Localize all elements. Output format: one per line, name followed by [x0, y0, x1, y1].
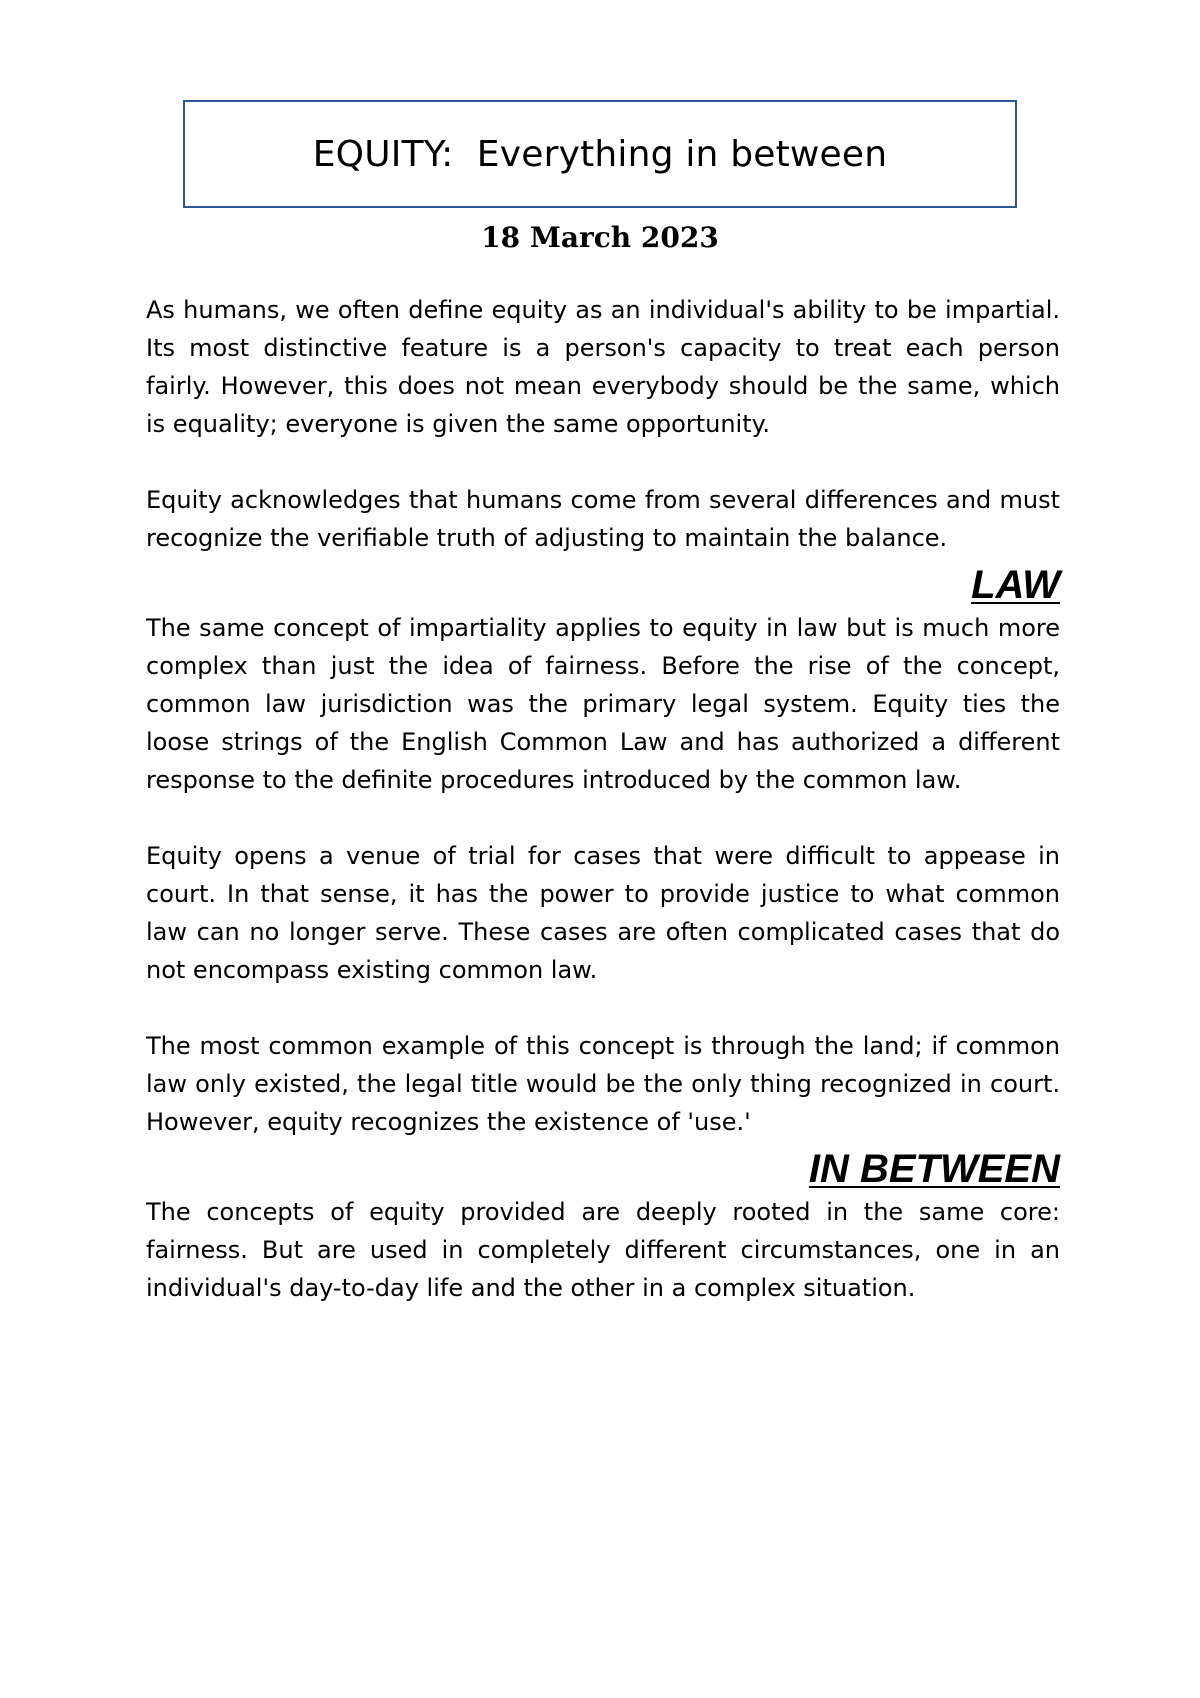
document-title: EQUITY: Everything in between: [312, 133, 888, 175]
law-paragraph-1: The same concept of impartiality applies to equity in law but is much more complex than just the idea of fairness. Before the rise of the concept, common law jurisdiction was the primary legal system. Equity ties the loose strings of the English Common Law and has authorized a different response to the definite procedures introduced by the common law.: [146, 614, 1060, 794]
in-between-heading: IN BETWEEN: [808, 1147, 1060, 1191]
document-body: [146, 291, 1060, 1307]
paragraph-spacer: [146, 443, 1060, 481]
law-paragraph-2: Equity opens a venue of trial for cases that were difficult to appease in court. In that sense, it has the power to provide justice to what common law can no longer serve. These cases are often complicated cases that do not encompass existing common law.: [146, 842, 1060, 984]
law-heading: LAW: [971, 563, 1060, 607]
paragraph-spacer: [146, 989, 1060, 1027]
intro-paragraph-2: Equity acknowledges that humans come from several differences and must recognize the verifiable truth of adjusting to maintain the balance.: [146, 486, 1060, 552]
in-between-paragraph-1: The concepts of equity provided are deeply rooted in the same core: fairness. But are used in completely different circumstances, one in an individual's day-to-day life and the other in a complex situation.: [146, 1198, 1060, 1302]
title-box: [183, 100, 1017, 208]
paragraph-spacer: [146, 799, 1060, 837]
document-date: 18 March 2023: [481, 221, 719, 254]
intro-paragraph-1: As humans, we often define equity as an individual's ability to be impartial. Its most distinctive feature is a person's capacity to treat each person fairly. However, this does not mean everybody should be the same, which is equality; everyone is given the same opportunity.: [146, 296, 1060, 438]
law-paragraph-3: The most common example of this concept is through the land; if common law only existed, the legal title would be the only thing recognized in court. However, equity recognizes the existence of 'use.': [146, 1032, 1060, 1136]
